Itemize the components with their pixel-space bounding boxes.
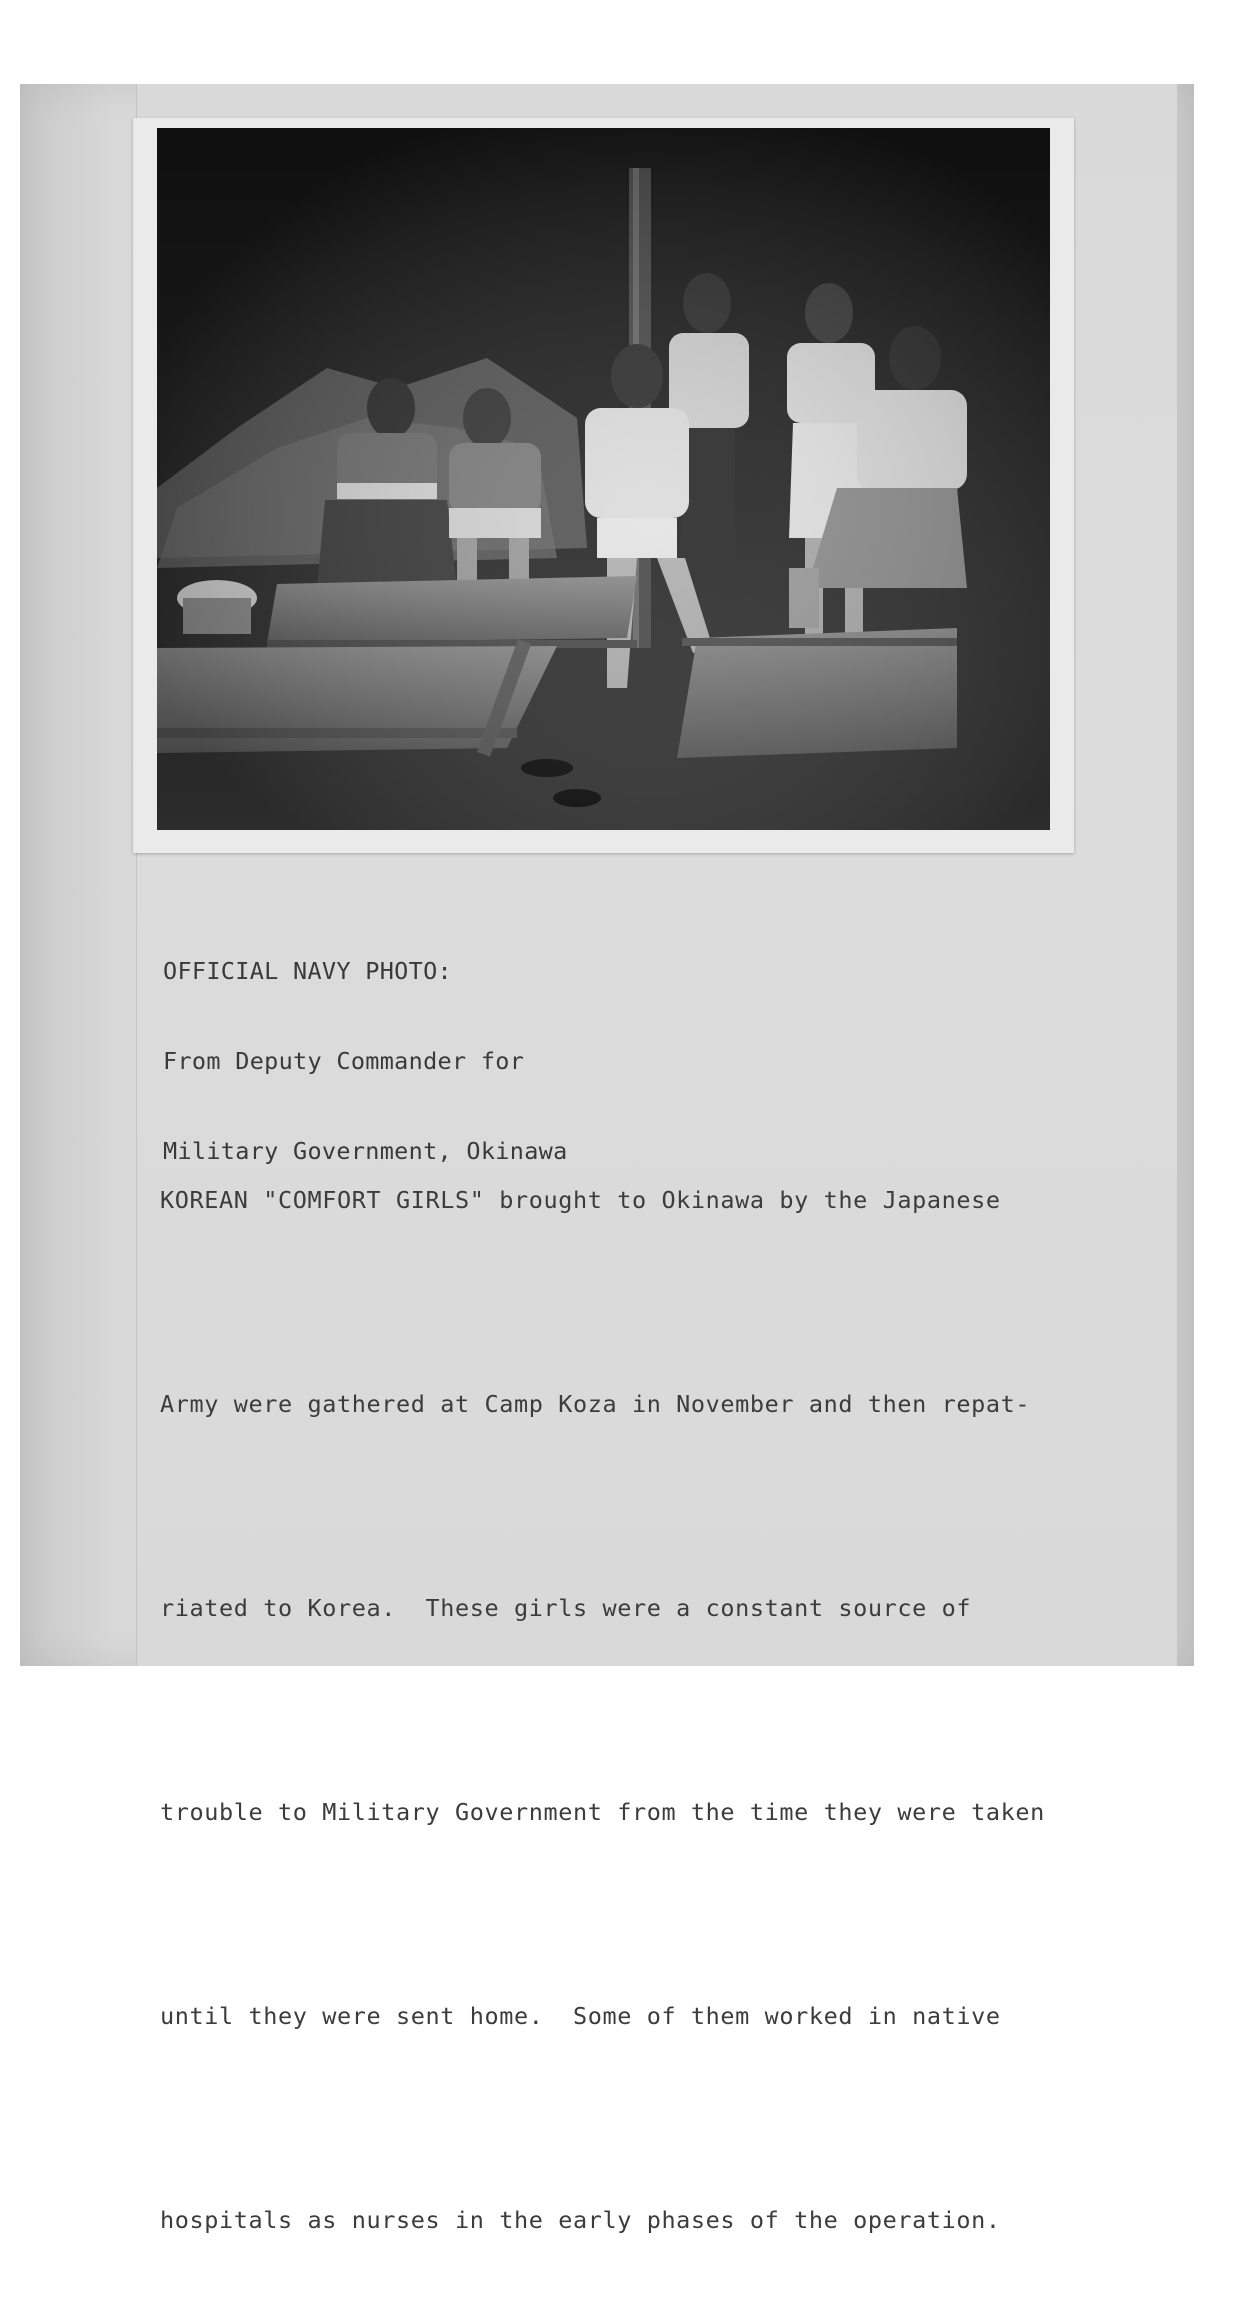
historical-photograph bbox=[157, 128, 1050, 830]
body-line-1: KOREAN "COMFORT GIRLS" brought to Okinawa by the Japanese bbox=[160, 1186, 1001, 1214]
photo-mount bbox=[133, 118, 1074, 853]
caption-line-title: OFFICIAL NAVY PHOTO: bbox=[163, 957, 452, 985]
body-line-4: trouble to Military Government from the time they were taken bbox=[160, 1798, 1045, 1826]
body-line-2: Army were gathered at Camp Koza in November and then repat- bbox=[160, 1390, 1031, 1418]
caption-line-source: From Deputy Commander for bbox=[163, 1047, 525, 1075]
description-paragraph bbox=[160, 1030, 1045, 2322]
caption-line-location: Military Government, Okinawa bbox=[163, 1137, 568, 1165]
photo-illustration bbox=[157, 128, 1050, 830]
body-line-5: until they were sent home. Some of them worked in native bbox=[160, 2002, 1001, 2030]
body-line-6: hospitals as nurses in the early phases of the operation. bbox=[160, 2206, 1001, 2234]
body-line-3: riated to Korea. These girls were a constant source of bbox=[160, 1594, 972, 1622]
